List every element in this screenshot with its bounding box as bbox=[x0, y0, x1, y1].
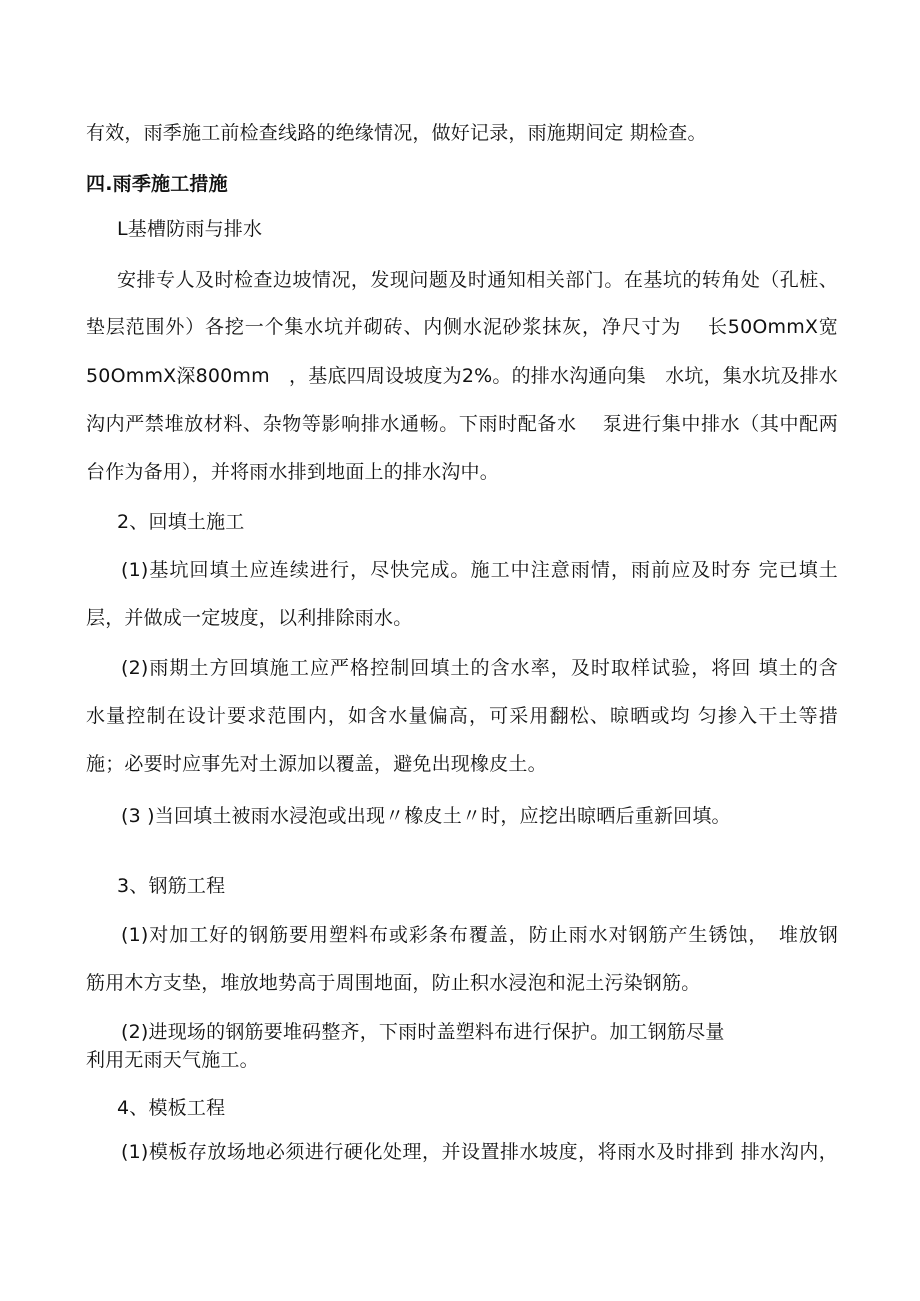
paragraph-line: (3 )当回填土被雨水浸泡或出现〃橡皮土〃时，应挖出晾晒后重新回填。 bbox=[121, 805, 731, 827]
paragraph-line: 利用无雨天气施工。 bbox=[86, 1049, 259, 1071]
paragraph-line: (1)对加工好的钢筋要用塑料布或彩条布覆盖，防止雨水对钢筋产生锈蚀， 堆放钢 bbox=[121, 924, 838, 946]
section-heading: 四.雨季施工措施 bbox=[86, 173, 228, 195]
paragraph-line: 安排专人及时检查边坡情况，发现问题及时通知相关部门。在基坑的转角处（孔桩、 bbox=[117, 269, 838, 291]
paragraph-line: (2)进现场的钢筋要堆码整齐，下雨时盖塑料布进行保护。加工钢筋尽量 bbox=[121, 1021, 725, 1043]
paragraph-line: (2)雨期土方回填施工应严格控制回填土的含水率，及时取样试验，将回 填土的含 bbox=[121, 657, 838, 679]
subsection-heading: 4、模板工程 bbox=[117, 1097, 226, 1119]
paragraph-line: 水量控制在设计要求范围内，如含水量偏高，可采用翻松、晾晒或均 匀掺入干土等措 bbox=[86, 705, 838, 727]
paragraph-line: 筋用木方支垫，堆放地势高于周围地面，防止积水浸泡和泥土污染钢筋。 bbox=[86, 972, 701, 994]
paragraph-line: (1)基坑回填土应连续进行，尽快完成。施工中注意雨情，雨前应及时夯 完已填土 bbox=[121, 559, 838, 581]
paragraph-line: 沟内严禁堆放材料、杂物等影响排水通畅。下雨时配备水 泵进行集中排水（其中配两 bbox=[86, 413, 838, 435]
paragraph-line: 50OmmX深800mm ，基底四周设坡度为2%。的排水沟通向集 水坑，集水坑及排水 bbox=[86, 365, 838, 387]
subsection-heading: L基槽防雨与排水 bbox=[117, 218, 263, 240]
paragraph-line: 有效，雨季施工前检查线路的绝缘情况，做好记录，雨施期间定 期检查。 bbox=[86, 122, 707, 144]
paragraph-line: 施；必要时应事先对土源加以覆盖，避免出现橡皮土。 bbox=[86, 753, 547, 775]
paragraph-line: (1)模板存放场地必须进行硬化处理，并设置排水坡度，将雨水及时排到 排水沟内， bbox=[121, 1141, 838, 1163]
subsection-heading: 3、钢筋工程 bbox=[117, 875, 226, 897]
paragraph-line: 垫层范围外）各挖一个集水坑并砌砖、内侧水泥砂浆抹灰，净尺寸为 长50OmmX宽 bbox=[86, 316, 838, 338]
paragraph-line: 台作为备用），并将雨水排到地面上的排水沟中。 bbox=[86, 461, 499, 483]
paragraph-line: 层，并做成一定坡度，以利排除雨水。 bbox=[86, 607, 413, 629]
subsection-heading: 2、回填土施工 bbox=[117, 511, 245, 533]
